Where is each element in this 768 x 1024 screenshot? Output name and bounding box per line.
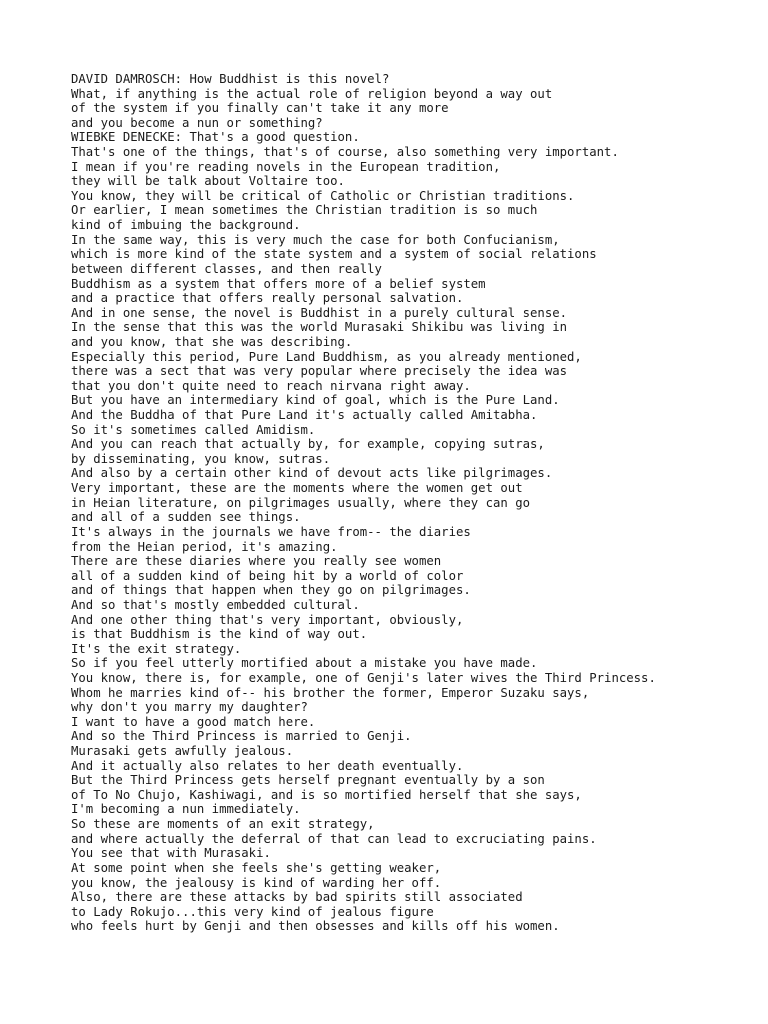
transcript-line: is that Buddhism is the kind of way out.: [71, 627, 368, 642]
transcript-line: and all of a sudden see things.: [71, 510, 301, 525]
transcript-line: and where actually the deferral of that can lead to excruciating pains.: [71, 831, 597, 846]
transcript-line: of the system if you finally can't take it any more: [71, 101, 449, 116]
transcript-line: And also by a certain other kind of devout acts like pilgrimages.: [71, 466, 553, 481]
transcript-line: It's the exit strategy.: [71, 641, 242, 656]
transcript-line: That's one of the things, that's of course, also something very important.: [71, 145, 619, 160]
transcript-line: I want to have a good match here.: [71, 714, 316, 729]
transcript-line: they will be talk about Voltaire too.: [71, 174, 345, 189]
transcript-line: I'm becoming a nun immediately.: [71, 802, 301, 817]
transcript-line: In the same way, this is very much the case for both Confucianism,: [71, 232, 560, 247]
transcript-line: Also, there are these attacks by bad spirits still associated: [71, 890, 523, 905]
transcript-line: and you know, that she was describing.: [71, 334, 353, 349]
transcript-line: and a practice that offers really personal salvation.: [71, 291, 464, 306]
transcript-line: Especially this period, Pure Land Buddhism, as you already mentioned,: [71, 349, 582, 364]
transcript-line: In the sense that this was the world Murasaki Shikibu was living in: [71, 320, 568, 335]
transcript-line: between different classes, and then really: [71, 261, 382, 276]
transcript-line: who feels hurt by Genji and then obsesses and kills off his women.: [71, 919, 560, 934]
transcript-text: [71, 72, 751, 934]
transcript-line: Or earlier, I mean sometimes the Christian tradition is so much: [71, 203, 538, 218]
transcript-line: and of things that happen when they go on pilgrimages.: [71, 583, 471, 598]
transcript-line: Whom he marries kind of-- his brother the former, Emperor Suzaku says,: [71, 685, 590, 700]
transcript-line: to Lady Rokujo...this very kind of jealous figure: [71, 904, 434, 919]
transcript-line: Murasaki gets awfully jealous.: [71, 744, 294, 759]
transcript-line: And the Buddha of that Pure Land it's actually called Amitabha.: [71, 408, 538, 423]
transcript-line: So if you feel utterly mortified about a mistake you have made.: [71, 656, 538, 671]
transcript-line: And so the Third Princess is married to Genji.: [71, 729, 412, 744]
transcript-line: But you have an intermediary kind of goal, which is the Pure Land.: [71, 393, 560, 408]
transcript-line: DAVID DAMROSCH: How Buddhist is this novel?: [71, 72, 390, 86]
transcript-line: which is more kind of the state system and a system of social relations: [71, 247, 597, 262]
transcript-line: of To No Chujo, Kashiwagi, and is so mortified herself that she says,: [71, 787, 582, 802]
transcript-line: that you don't quite need to reach nirvana right away.: [71, 378, 471, 393]
transcript-line: Very important, these are the moments where the women get out: [71, 481, 523, 496]
transcript-line: What, if anything is the actual role of religion beyond a way out: [71, 86, 553, 101]
transcript-line: And you can reach that actually by, for example, copying sutras,: [71, 437, 545, 452]
transcript-line: And one other thing that's very important, obviously,: [71, 612, 464, 627]
transcript-line: At some point when she feels she's getting weaker,: [71, 860, 442, 875]
transcript-line: from the Heian period, it's amazing.: [71, 539, 338, 554]
transcript-line: I mean if you're reading novels in the European tradition,: [71, 159, 501, 174]
transcript-line: there was a sect that was very popular where precisely the idea was: [71, 364, 568, 379]
transcript-line: you know, the jealousy is kind of warding her off.: [71, 875, 442, 890]
transcript-line: Buddhism as a system that offers more of a belief system: [71, 276, 486, 291]
transcript-line: So it's sometimes called Amidism.: [71, 422, 316, 437]
transcript-line: by disseminating, you know, sutras.: [71, 451, 331, 466]
transcript-line: It's always in the journals we have from-- the diaries: [71, 524, 471, 539]
transcript-line: kind of imbuing the background.: [71, 218, 301, 233]
transcript-line: You know, there is, for example, one of Genji's later wives the Third Princess.: [71, 670, 656, 685]
transcript-line: And so that's mostly embedded cultural.: [71, 597, 360, 612]
transcript-line: all of a sudden kind of being hit by a world of color: [71, 568, 464, 583]
transcript-line: And in one sense, the novel is Buddhist in a purely cultural sense.: [71, 305, 568, 320]
transcript-line: You know, they will be critical of Catholic or Christian traditions.: [71, 188, 575, 203]
transcript-line: why don't you marry my daughter?: [71, 700, 308, 715]
transcript-line: But the Third Princess gets herself pregnant eventually by a son: [71, 773, 545, 788]
transcript-line: So these are moments of an exit strategy,: [71, 817, 375, 832]
transcript-line: and you become a nun or something?: [71, 115, 323, 130]
transcript-line: in Heian literature, on pilgrimages usually, where they can go: [71, 495, 531, 510]
transcript-line: You see that with Murasaki.: [71, 846, 271, 861]
transcript-line: And it actually also relates to her death eventually.: [71, 758, 464, 773]
transcript-line: WIEBKE DENECKE: That's a good question.: [71, 130, 360, 145]
transcript-line: There are these diaries where you really see women: [71, 554, 442, 569]
